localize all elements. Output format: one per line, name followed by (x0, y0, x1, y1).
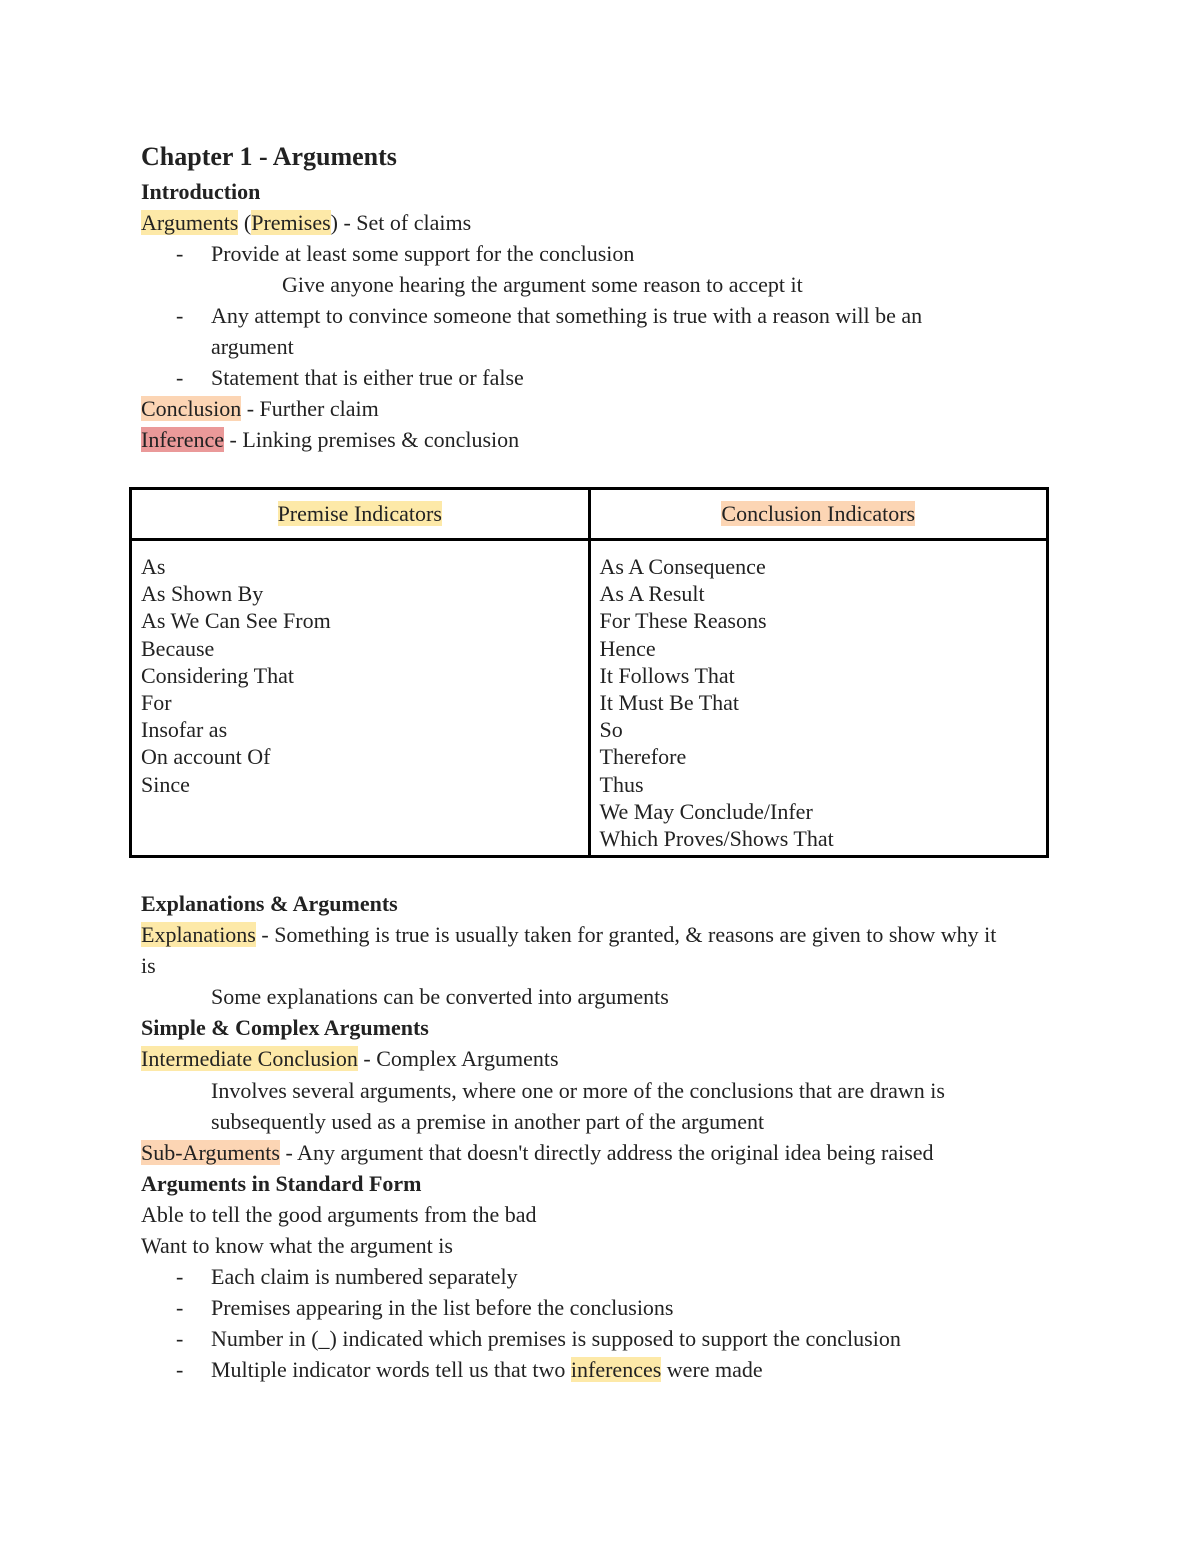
premise-indicators-header: Premise Indicators (277, 501, 442, 526)
premise-indicator-item: As We Can See From (141, 608, 331, 634)
standard-form-line-2: Want to know what the argument is (141, 1233, 453, 1258)
arguments-term: Arguments (141, 210, 239, 235)
conclusion-indicator-item: Therefore (599, 744, 687, 770)
chapter-title: Chapter 1 - Arguments (141, 142, 397, 171)
standard-form-bullet-1: Each claim is numbered separately (211, 1264, 518, 1289)
arguments-definition: Arguments (Premises) - Set of claims (141, 210, 472, 235)
sub-arguments-term: Sub-Arguments (141, 1140, 280, 1165)
conclusion-indicators-header: Conclusion Indicators (721, 501, 916, 526)
conclusion-indicator-item: We May Conclude/Infer (599, 798, 813, 824)
conclusion-indicator-item: Thus (599, 771, 644, 797)
explanations-heading: Explanations & Arguments (141, 891, 398, 916)
intermediate-conclusion-term: Intermediate Conclusion (141, 1046, 358, 1071)
premise-header-cell (131, 489, 590, 540)
inference-definition: Inference - Linking premises & conclusion (141, 427, 520, 452)
intro-bullet-2-line-1: Any attempt to convince someone that something is true with a reason will be an (211, 303, 923, 328)
conclusion-indicator-item: Which Proves/Shows That (599, 826, 834, 852)
intro-bullet-2-line-2: argument (211, 334, 294, 359)
conclusion-indicator-item: So (599, 717, 623, 743)
indicator-table-body-row (131, 540, 1048, 857)
conclusion-indicators-list (589, 540, 1048, 857)
intermediate-conclusion-sub-2: subsequently used as a premise in another part of the argument (211, 1109, 765, 1134)
simple-complex-heading: Simple & Complex Arguments (141, 1015, 429, 1040)
conclusion-indicator-item: It Must Be That (599, 690, 740, 716)
bullet-dash: - (176, 1295, 184, 1320)
premise-indicator-item: On account Of (141, 744, 271, 770)
standard-form-line-1: Able to tell the good arguments from the bad (141, 1202, 537, 1227)
conclusion-indicator-item: Hence (599, 635, 656, 661)
premise-indicator-item: Because (141, 635, 215, 661)
premise-indicator-item: Considering That (141, 662, 294, 688)
conclusion-definition: Conclusion - Further claim (141, 396, 379, 421)
explanations-term: Explanations (141, 922, 256, 947)
conclusion-indicator-item: For These Reasons (599, 608, 767, 634)
bullet-dash: - (176, 1326, 184, 1351)
explanations-definition-cont: is (141, 953, 156, 978)
bullet-dash: - (176, 1264, 184, 1289)
inferences-term: inferences (570, 1357, 662, 1382)
premises-term: Premises (251, 210, 331, 235)
bullet-dash: - (176, 303, 184, 328)
intermediate-conclusion-definition: Intermediate Conclusion - Complex Arguments (141, 1046, 559, 1071)
sub-arguments-definition: Sub-Arguments - Any argument that doesn't directly address the original idea being raised (141, 1140, 934, 1165)
indicator-table (129, 487, 1049, 858)
conclusion-term: Conclusion (141, 396, 242, 421)
standard-form-bullet-4: Multiple indicator words tell us that two inferences were made (211, 1357, 763, 1382)
introduction-heading: Introduction (141, 179, 261, 204)
premise-indicator-item: As (141, 554, 166, 579)
standard-form-bullet-2: Premises appearing in the list before the conclusions (211, 1295, 674, 1320)
premise-indicator-item: For (141, 690, 172, 716)
premise-indicators-list (131, 540, 590, 857)
explanations-sub: Some explanations can be converted into arguments (211, 984, 669, 1009)
intermediate-conclusion-sub-1: Involves several arguments, where one or more of the conclusions that are drawn is (211, 1078, 945, 1103)
inference-term: Inference (141, 427, 225, 452)
premise-indicator-item: As Shown By (141, 581, 264, 607)
bullet-dash: - (176, 365, 184, 390)
conclusion-header-cell (589, 489, 1048, 540)
premise-indicator-item: Insofar as (141, 717, 228, 743)
conclusion-indicator-item: As A Consequence (599, 554, 766, 579)
explanations-definition: Explanations - Something is true is usually taken for granted, & reasons are given to show why it (141, 922, 997, 947)
premise-indicator-item: Since (141, 771, 190, 797)
indicator-table-header-row (131, 489, 1048, 540)
intro-bullet-3: Statement that is either true or false (211, 365, 524, 390)
conclusion-indicator-item: It Follows That (599, 662, 735, 688)
intro-bullet-1: Provide at least some support for the conclusion (211, 241, 635, 266)
bullet-dash: - (176, 1357, 184, 1382)
conclusion-indicator-item: As A Result (599, 581, 705, 607)
bullet-dash: - (176, 241, 184, 266)
standard-form-heading: Arguments in Standard Form (141, 1171, 422, 1196)
standard-form-bullet-3: Number in (_) indicated which premises is supposed to support the conclusion (211, 1326, 901, 1351)
intro-bullet-1-sub: Give anyone hearing the argument some reason to accept it (282, 272, 803, 297)
